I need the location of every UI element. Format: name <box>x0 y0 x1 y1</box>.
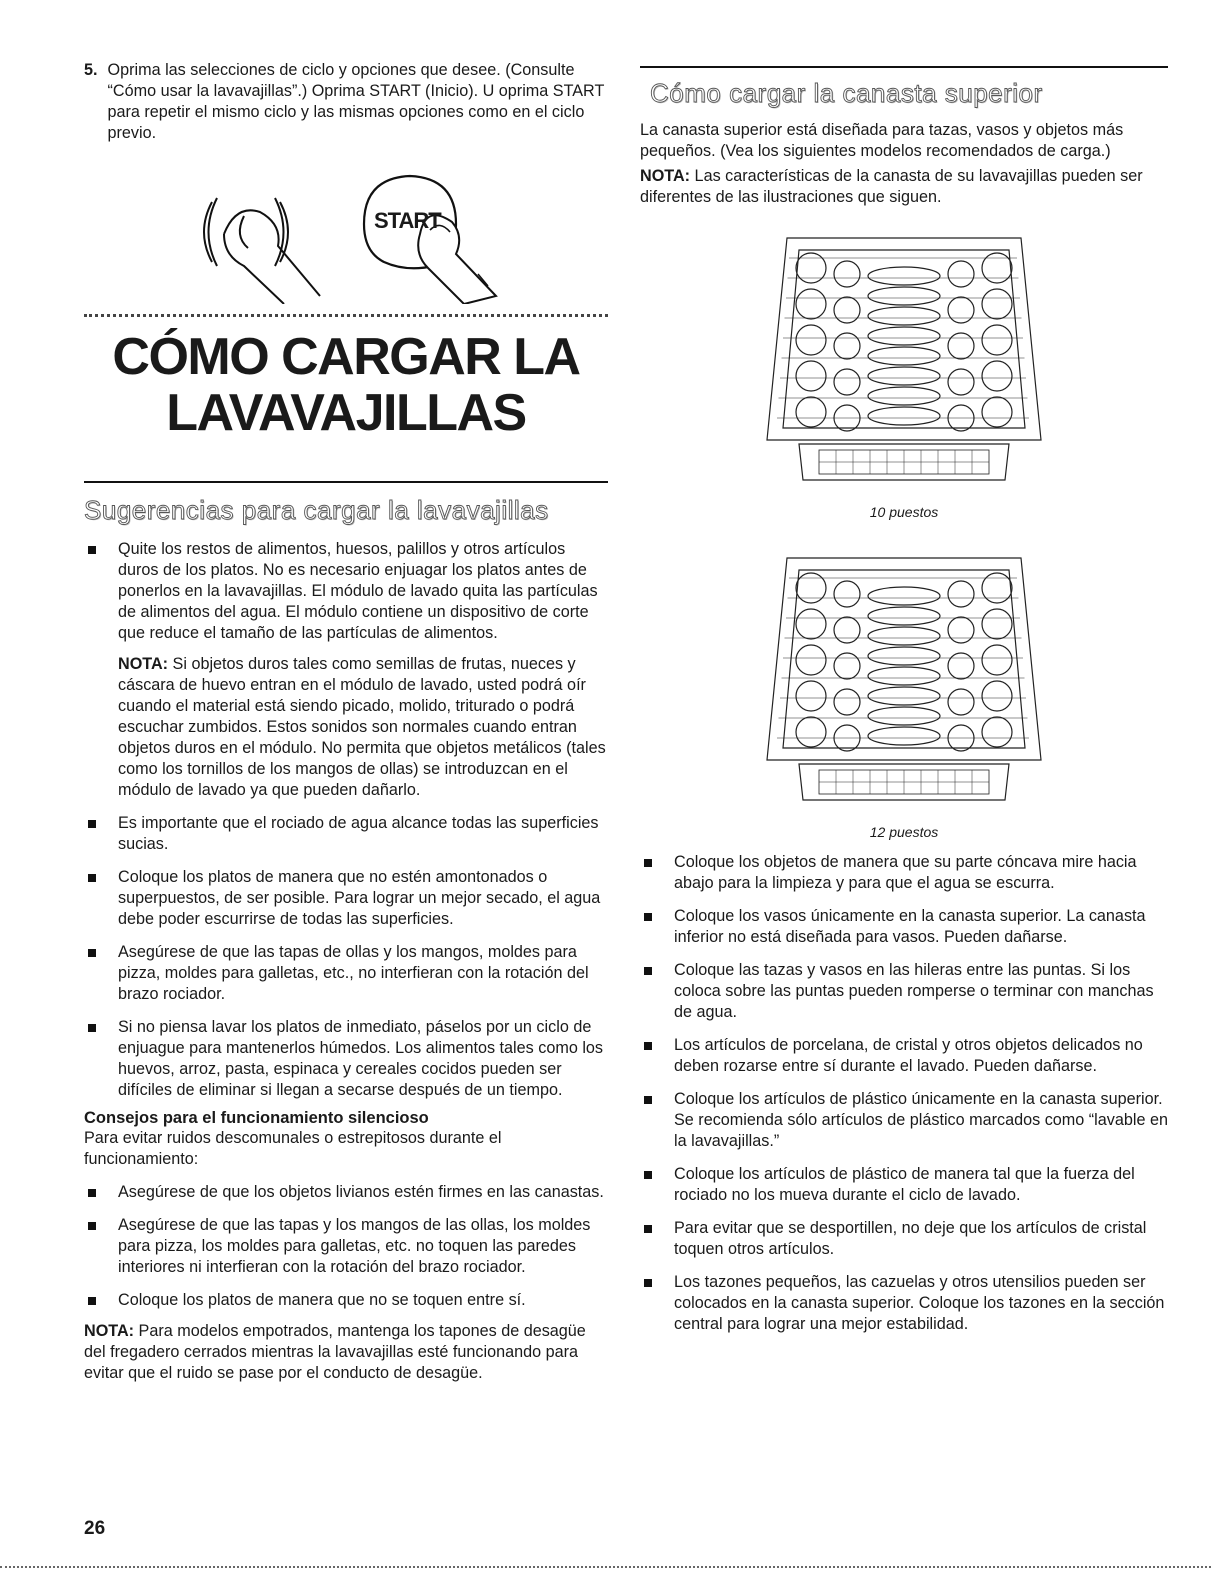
list-item <box>84 1182 608 1203</box>
list-item-text: Coloque los artículos de plástico de manera tal que la fuerza del rociado no los mueva durante el ciclo de lavado. <box>674 1165 1135 1204</box>
list-item-text: Para evitar que se desportillen, no deje que los artículos de cristal toquen otros artículos. <box>674 1219 1147 1258</box>
quiet-operation-heading: Consejos para el funcionamiento silencioso <box>84 1109 429 1127</box>
list-item <box>84 867 608 930</box>
note-paragraph <box>118 654 608 801</box>
upper-rack-heading: Cómo cargar la canasta superior <box>650 78 1043 108</box>
list-item <box>84 539 608 801</box>
start-button-icon <box>84 164 608 304</box>
left-column <box>84 60 608 1384</box>
note-paragraph <box>84 1321 608 1384</box>
section-divider <box>640 66 1168 68</box>
list-item-text: Coloque los platos de manera que no se toquen entre sí. <box>118 1291 526 1309</box>
list-item <box>84 942 608 1005</box>
dotted-divider <box>84 314 608 317</box>
right-column <box>640 60 1168 1335</box>
list-item-text: Quite los restos de alimentos, huesos, palillos y otros artículos duros de los platos. No es necesario enjuagar los platos antes de ponerlos en la lavavajillas. El módulo de lavado quita las partículas de alimentos del agua. El módulo contiene un dispositivo de corte que reduce el tamaño de las partículas de alimentos. <box>118 540 598 642</box>
list-item <box>640 1035 1168 1077</box>
upper-rack-illustration <box>759 548 1049 818</box>
note-paragraph <box>640 166 1168 208</box>
list-item-text: Coloque los vasos únicamente en la canasta superior. La canasta inferior no está diseñada para vasos. Pueden dañarse. <box>674 907 1146 946</box>
intro-text: La canasta superior está diseñada para tazas, vasos y objetos más pequeños. (Vea los siguientes modelos recomendados de carga.) <box>640 121 1124 160</box>
title-line-1: CÓMO CARGAR LA <box>112 328 580 386</box>
list-item <box>640 1272 1168 1335</box>
figure-caption: 10 puestos <box>869 504 939 520</box>
list-item-text: Si no piensa lavar los platos de inmediato, páselos por un ciclo de enjuague para mantenerlos húmedos. Los alimentos tales como los huevos, arroz, pasta, espinaca y cereales cocidos pueden ser difíciles de eliminar si llegan a secarse después de un tiempo. <box>118 1018 604 1099</box>
note-text: Si objetos duros tales como semillas de frutas, nueces y cáscara de huevo entran en el módulo de lavado, usted podrá oír cuando el material está siendo picado, molido, triturado o podrá escuchar zumbidos. Estos sonidos son normales cuando entran objetos duros en el módulo. No permita que objetos metálicos (tales como los tornillos de los mangos de ollas) se introduzcan en el módulo de lavado ya que pueden dañarlo. <box>118 655 606 799</box>
figure-caption: 12 puestos <box>869 824 939 840</box>
tips-list <box>84 539 608 1101</box>
button-press-illustration <box>84 164 608 304</box>
list-item <box>84 1290 608 1311</box>
note-label: NOTA: <box>640 167 691 185</box>
page-number: 26 <box>84 1518 106 1539</box>
list-item <box>84 1017 608 1101</box>
step-5 <box>84 60 608 144</box>
list-item-text: Coloque los objetos de manera que su parte cóncava mire hacia abajo para la limpieza y para que el agua se escurra. <box>674 853 1137 892</box>
list-item <box>640 1089 1168 1152</box>
quiet-tips-list <box>84 1182 608 1311</box>
list-item-text: Coloque los artículos de plástico únicamente en la canasta superior. Se recomienda sólo artículos de plástico marcados como “lavable en la lavavajillas.” <box>674 1090 1168 1150</box>
list-item-text: Coloque las tazas y vasos en las hileras entre las puntas. Si los coloca sobre las puntas pueden romperse o terminar con manchas de agua. <box>674 961 1154 1021</box>
list-item <box>84 813 608 855</box>
list-item-text: Asegúrese de que los objetos livianos estén firmes en las canastas. <box>118 1183 604 1201</box>
list-item-text: Asegúrese de que las tapas y los mangos de las ollas, los moldes para pizza, los moldes para galletas, etc. no toquen las paredes interiores ni interfieran con la rotación del brazo rociador. <box>118 1216 591 1276</box>
step-number: 5. <box>84 61 98 79</box>
upper-rack-illustration <box>759 228 1049 498</box>
title-divider <box>84 481 608 483</box>
loading-tips-list <box>640 852 1168 1335</box>
list-item <box>640 1218 1168 1260</box>
page-title <box>84 329 608 441</box>
list-item-text: Asegúrese de que las tapas de ollas y los mangos, moldes para pizza, moldes para galletas, etc., no interfieran con la rotación del brazo rociador. <box>118 943 589 1003</box>
list-item <box>640 1164 1168 1206</box>
list-item <box>640 960 1168 1023</box>
note-label: NOTA: <box>118 655 169 673</box>
bottom-border <box>0 1566 1211 1568</box>
start-button-label: START <box>374 208 441 233</box>
list-item <box>640 906 1168 948</box>
note-label: NOTA: <box>84 1322 135 1340</box>
quiet-intro: Para evitar ruidos descomunales o estrepitosos durante el funcionamiento: <box>84 1129 502 1168</box>
section-heading: Sugerencias para cargar la lavavajillas <box>84 495 549 525</box>
note-text: Las características de la canasta de su lavavajillas pueden ser diferentes de las ilustraciones que siguen. <box>640 167 1143 206</box>
step-text: Oprima las selecciones de ciclo y opciones que desee. (Consulte “Cómo usar la lavavajillas”.) Oprima START (Inicio). U oprima START para repetir el mismo ciclo y las mismas opciones como en el ciclo previo. <box>107 61 605 142</box>
list-item-text: Es importante que el rociado de agua alcance todas las superficies sucias. <box>118 814 599 853</box>
list-item <box>640 852 1168 894</box>
list-item-text: Coloque los platos de manera que no estén amontonados o superpuestos, de ser posible. Para lograr un mejor secado, el agua debe poder escurrirse de todas las superficies. <box>118 868 601 928</box>
list-item-text: Los tazones pequeños, las cazuelas y otros utensilios pueden ser colocados en la canasta superior. Coloque los tazones en la sección central para lograr una mejor estabilidad. <box>674 1273 1165 1333</box>
list-item <box>84 1215 608 1278</box>
note-text: Para modelos empotrados, mantenga los tapones de desagüe del fregadero cerrados mientras la lavavajillas esté funcionando para evitar que el ruido se pase por el conducto de desagüe. <box>84 1322 586 1382</box>
title-line-2: LAVAVAJILLAS <box>166 384 526 442</box>
list-item-text: Los artículos de porcelana, de cristal y otros objetos delicados no deben rozarse entre sí durante el lavado. Pueden dañarse. <box>674 1036 1143 1075</box>
